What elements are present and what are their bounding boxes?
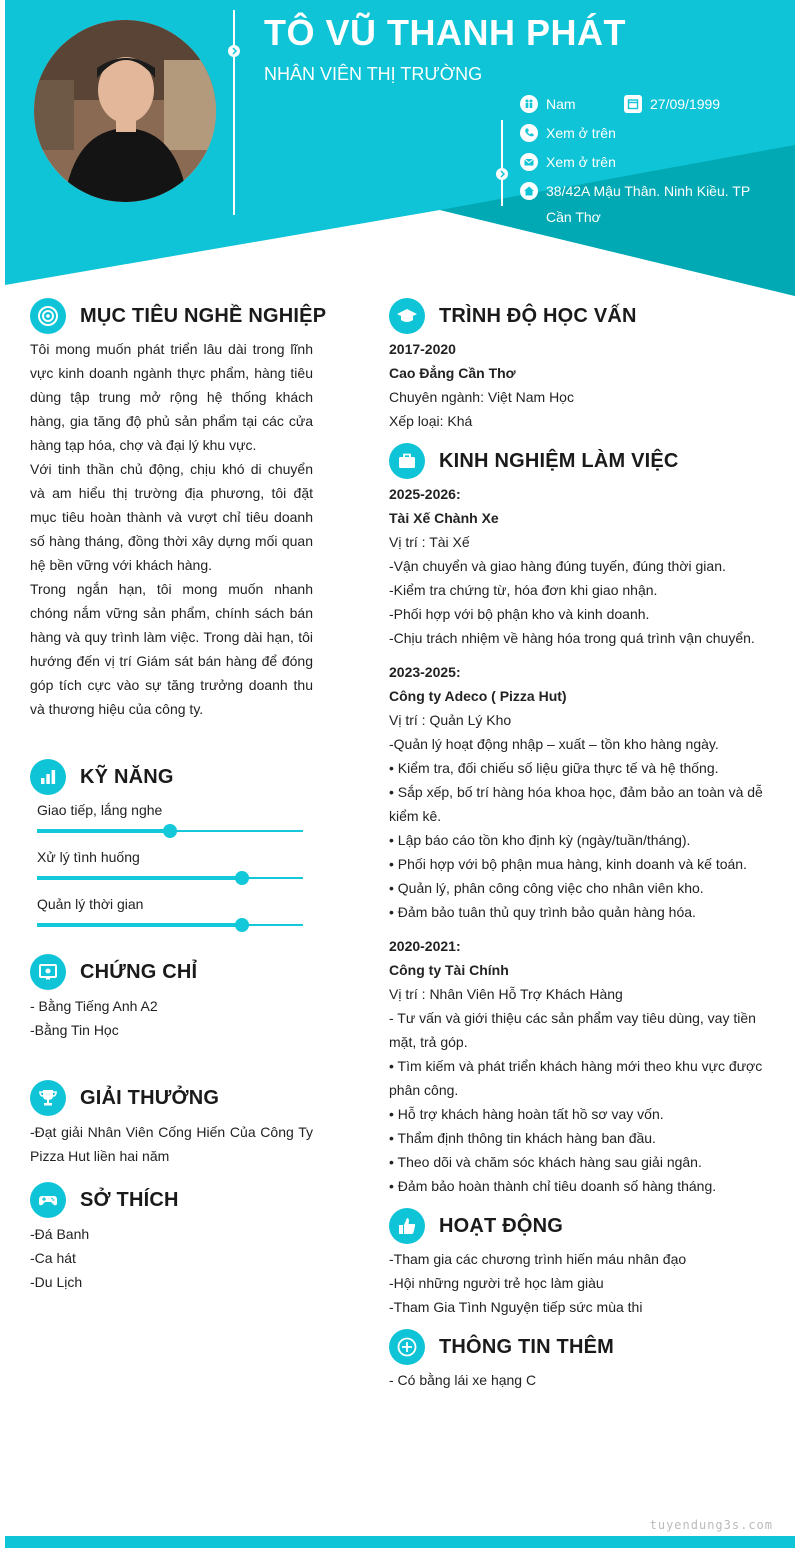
info-divider (501, 120, 503, 206)
job-duty: -Chịu trách nhiệm về hàng hóa trong quá trình vận chuyển. (389, 630, 755, 646)
skill-track (37, 830, 303, 832)
job-duty: • Theo dõi và chăm sóc khách hàng sau giải ngân. (389, 1154, 702, 1170)
target-icon (30, 298, 66, 334)
experience-title: KINH NGHIỆM LÀM VIỆC (439, 449, 679, 472)
skills-title: KỸ NĂNG (80, 765, 174, 788)
additional-heading (389, 1329, 614, 1365)
job-entry (389, 660, 769, 924)
phone-info (520, 120, 616, 146)
job-position: Vị trí : Tài Xế (389, 534, 470, 550)
additional-text: - Có bằng lái xe hạng C (389, 1372, 537, 1388)
hobby-item: -Du Lịch (30, 1274, 83, 1290)
job-period: 2025-2026: (389, 486, 461, 502)
footer-bar (5, 1536, 795, 1548)
education-period: 2017-2020 (389, 341, 456, 357)
skill-fill (37, 876, 242, 880)
hobbies-title: SỞ THÍCH (80, 1188, 179, 1211)
gender-icon (520, 95, 538, 113)
skill-item (37, 849, 303, 879)
briefcase-icon (389, 443, 425, 479)
birthday-value: 27/09/1999 (650, 96, 721, 112)
awards-text: -Đạt giải Nhân Viên Cống Hiến Của Công Ty Pizza Hut liền hai năm (30, 1124, 313, 1164)
email-value: Xem ở trên (546, 154, 616, 170)
activities-list (389, 1247, 769, 1319)
certificate-item: - Bằng Tiếng Anh A2 (30, 998, 158, 1014)
additional-title: THÔNG TIN THÊM (439, 1335, 615, 1358)
email-icon (520, 153, 538, 171)
skill-track (37, 877, 303, 879)
email-info (520, 149, 616, 175)
hobby-item: -Đá Banh (30, 1226, 90, 1242)
education-grade: Xếp loại: Khá (389, 413, 473, 429)
skill-label: Giao tiếp, lắng nghe (37, 802, 163, 818)
job-company: Công ty Tài Chính (389, 962, 509, 978)
certificate-item: -Bằng Tin Học (30, 1022, 119, 1038)
job-position: Vị trí : Nhân Viên Hỗ Trợ Khách Hàng (389, 986, 623, 1002)
job-period: 2023-2025: (389, 664, 461, 680)
job-entry (389, 934, 769, 1198)
skill-track (37, 924, 303, 926)
gamepad-icon (30, 1182, 66, 1218)
plus-circle-icon (389, 1329, 425, 1365)
education-major: Chuyên ngành: Việt Nam Học (389, 389, 574, 405)
objective-paragraph: Trong ngắn hạn, tôi mong muốn nhanh chóng nắm vững sản phẩm, chính sách bán hàng và quy trình làm việc. Trong dài hạn, tôi hướng đến vị trí Giám sát bán hàng để đóng góp tích cực vào sự tăng trưởng doanh thu và thương hiệu của công ty. (30, 581, 313, 717)
calendar-icon (624, 95, 642, 113)
header-divider-top (233, 10, 235, 215)
job-duty: • Kiểm tra, đối chiếu số liệu giữa thực tế và hệ thống. (389, 760, 719, 776)
job-duty: -Vận chuyển và giao hàng đúng tuyến, đúng thời gian. (389, 558, 726, 574)
skill-fill (37, 923, 242, 927)
activities-title: HOẠT ĐỘNG (439, 1214, 564, 1237)
gender-value: Nam (546, 96, 576, 112)
info-divider-knob-icon (496, 168, 508, 180)
address-value: 38/42A Mậu Thân. Ninh Kiều. TP Cần Thơ (546, 183, 750, 225)
certificates-heading (30, 954, 197, 990)
skill-level-handle (235, 918, 249, 932)
education-heading (389, 298, 637, 334)
objective-paragraph: Với tinh thần chủ động, chịu khó di chuyển và am hiểu thị trường địa phương, tôi đặt mục tiêu hoàn thành và vượt chỉ tiêu doanh số hàng tháng, đồng thời xây dựng mối quan hệ bền vững với khách hàng. (30, 461, 313, 573)
skill-item (37, 802, 303, 832)
job-duty: -Phối hợp với bộ phận kho và kinh doanh. (389, 606, 650, 622)
certificate-icon (30, 954, 66, 990)
job-company: Tài Xế Chành Xe (389, 510, 499, 526)
job-period: 2020-2021: (389, 938, 461, 954)
job-title: NHÂN VIÊN THỊ TRƯỜNG (264, 64, 483, 84)
phone-icon (520, 124, 538, 142)
skill-item (37, 896, 303, 926)
bar-chart-icon (30, 759, 66, 795)
watermark: tuyendung3s.com (649, 1518, 773, 1532)
skill-label: Xử lý tình huống (37, 849, 140, 865)
job-duty: • Phối hợp với bộ phận mua hàng, kinh doanh và kế toán. (389, 856, 747, 872)
objective-title: MỤC TIÊU NGHỀ NGHIỆP (80, 304, 327, 327)
skills-heading (30, 759, 174, 795)
hobbies-heading (30, 1182, 179, 1218)
awards-title: GIẢI THƯỞNG (80, 1086, 220, 1109)
avatar (34, 20, 216, 202)
activity-item: -Tham Gia Tình Nguyện tiếp sức mùa thi (389, 1299, 643, 1315)
job-duty: • Lập báo cáo tồn kho định kỳ (ngày/tuần/tháng). (389, 832, 691, 848)
hobby-item: -Ca hát (30, 1250, 76, 1266)
certificates-list (30, 994, 158, 1042)
job-duty: -Kiểm tra chứng từ, hóa đơn khi giao nhận. (389, 582, 658, 598)
job-duty: • Đảm bảo tuân thủ quy trình bảo quản hàng hóa. (389, 904, 696, 920)
job-duty: • Quản lý, phân công công việc cho nhân viên kho. (389, 880, 704, 896)
candidate-name: TÔ VŨ THANH PHÁT (264, 12, 626, 53)
objective-text (30, 337, 313, 721)
job-duty: • Hỗ trợ khách hàng hoàn tất hồ sơ vay vốn. (389, 1106, 664, 1122)
objective-heading (30, 298, 326, 334)
job-company: Công ty Adeco ( Pizza Hut) (389, 688, 567, 704)
activities-heading (389, 1208, 563, 1244)
skill-level-handle (235, 871, 249, 885)
hobbies-list (30, 1222, 89, 1294)
job-duty: • Thẩm định thông tin khách hàng ban đầu. (389, 1130, 656, 1146)
address-info (520, 178, 760, 230)
education-body (389, 337, 769, 433)
objective-paragraph: Tôi mong muốn phát triển lâu dài trong lĩnh vực kinh doanh ngành thực phẩm, hàng tiêu dùng tập trung mở rộng hệ thống khách hàng, gia tăng độ phủ sản phẩm tại các cửa hàng tạp hóa, chợ và đại lý khu vực. (30, 341, 313, 453)
divider-knob-icon (228, 45, 240, 57)
home-icon (520, 182, 538, 200)
experience-heading (389, 443, 679, 479)
activity-item: -Tham gia các chương trình hiến máu nhân đạo (389, 1251, 687, 1267)
skill-level-handle (163, 824, 177, 838)
job-duty: -Quản lý hoạt động nhập – xuất – tồn kho hàng ngày. (389, 736, 719, 752)
skill-label: Quản lý thời gian (37, 896, 144, 912)
birthday-info (624, 91, 720, 117)
job-duty: - Tư vấn và giới thiệu các sản phẩm vay tiêu dùng, vay tiền mặt, trả góp. (389, 1010, 756, 1050)
trophy-icon (30, 1080, 66, 1116)
job-position: Vị trí : Quản Lý Kho (389, 712, 512, 728)
job-entry (389, 482, 769, 650)
phone-value: Xem ở trên (546, 125, 616, 141)
education-title: TRÌNH ĐỘ HỌC VẤN (439, 304, 637, 327)
skill-fill (37, 829, 170, 833)
certificates-title: CHỨNG CHỈ (80, 960, 198, 983)
awards-heading (30, 1080, 219, 1116)
thumbs-up-icon (389, 1208, 425, 1244)
gender-info (520, 91, 576, 117)
graduation-cap-icon (389, 298, 425, 334)
activity-item: -Hội những người trẻ học làm giàu (389, 1275, 604, 1291)
education-school: Cao Đẳng Cần Thơ (389, 365, 516, 381)
job-duty: • Sắp xếp, bố trí hàng hóa khoa học, đảm bảo an toàn và dễ kiểm kê. (389, 784, 763, 824)
job-duty: • Đảm bảo hoàn thành chỉ tiêu doanh số hàng tháng. (389, 1178, 717, 1194)
job-duty: • Tìm kiếm và phát triển khách hàng mới theo khu vực được phân công. (389, 1058, 763, 1098)
